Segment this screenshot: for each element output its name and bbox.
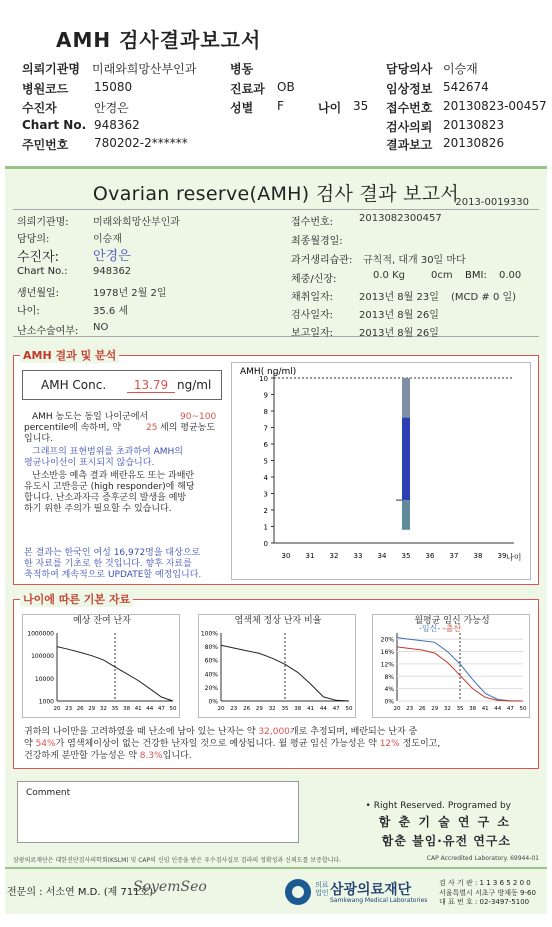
org-info-line: 검 사 기 관 : 1 1 3 6 5 2 0 0	[439, 879, 531, 887]
chart-title: 염색체 정상 난자 비율	[234, 616, 322, 626]
y-tick-label: 0	[263, 540, 268, 548]
y-tick-label: 100000	[31, 653, 54, 661]
x-tick-label: 41	[481, 706, 489, 712]
text: 평균나이선이 표시되지 않습니다.	[24, 458, 155, 468]
info-value: 2013년 8월 26일	[359, 328, 439, 339]
header-label: 접수번호	[386, 101, 433, 115]
header-row-1	[0, 60, 552, 78]
info-label: 나이:	[17, 306, 40, 317]
patient-name: 안경은	[93, 249, 131, 264]
info-label: 과거생리습관:	[291, 255, 353, 266]
amh-value-box	[22, 370, 222, 400]
age-summary-text	[24, 726, 532, 762]
header-value: 20130823	[443, 118, 505, 132]
patient-info	[13, 209, 539, 337]
y-tick-label: 1000	[38, 698, 54, 706]
info-value: 이승재	[93, 234, 122, 245]
x-tick-label: 31	[305, 552, 315, 560]
y-tick-label: 8%	[384, 673, 394, 681]
y-tick-label: 1	[263, 523, 268, 532]
x-axis-label: 나이	[506, 553, 522, 562]
info-label: 검사일자:	[291, 310, 334, 321]
x-tick-label: 30	[281, 552, 291, 560]
header-value: 35	[353, 99, 369, 113]
y-tick-label: 5	[263, 457, 268, 466]
chart-title: AMH( ng/ml)	[240, 367, 297, 377]
report-header	[0, 0, 552, 165]
mcd-value: (MCD # 0 일)	[451, 292, 517, 303]
info-value: 2013082300457	[359, 213, 442, 224]
info-label: 담당의:	[17, 234, 50, 245]
chart-title: 예상 잔여 난자	[73, 616, 131, 626]
section-title: AMH 결과 및 분석	[20, 347, 119, 363]
x-tick-label: 29	[255, 706, 263, 712]
text: AMH 농도는 동일 나이군에서	[32, 412, 149, 422]
header-label: 의뢰기관명	[22, 62, 80, 76]
text: 그래프의 표현범위를 초과하여 AMH의	[32, 447, 183, 457]
y-tick-label: 2	[263, 507, 268, 515]
header-value: 542674	[443, 80, 489, 94]
age-data-section	[13, 593, 539, 769]
org-name: 삼광의료재단	[330, 882, 412, 898]
amh-result-section	[13, 349, 539, 585]
header-value: 15080	[94, 80, 133, 94]
org-prefix-1: 의료	[315, 881, 329, 889]
header-value: 780202-2******	[94, 136, 188, 150]
x-tick-label: 20	[393, 706, 401, 712]
org-logo-icon	[285, 879, 311, 905]
info-value: 2013년 8월 26일	[359, 310, 439, 321]
legend-birth: -출산	[442, 624, 462, 633]
text: 건강하게 분만할 가능성은 약	[24, 751, 137, 761]
x-tick-label: 29	[431, 706, 439, 712]
header-value: 이승재	[443, 62, 478, 76]
y-tick-label: 12%	[380, 661, 394, 669]
header-label: 병동	[230, 62, 254, 76]
y-tick-label: 10000	[34, 675, 54, 683]
header-label: 결과보고	[386, 138, 433, 152]
sheet-number: 2013-0019330	[455, 197, 529, 208]
x-tick-label: 23	[406, 706, 414, 712]
x-tick-label: 23	[65, 706, 73, 712]
header-value: 20130823-00457	[443, 99, 547, 113]
x-tick-label: 47	[157, 706, 165, 712]
info-label: 최종월경일:	[291, 236, 343, 247]
header-value: 948362	[94, 118, 140, 132]
org-name-en: Samkwang Medical Laboratories	[330, 897, 428, 904]
percentile-range: 90~100	[180, 412, 217, 422]
doctor-name: 전문의 : 서소연 M.D. (제 711호)	[7, 887, 154, 898]
y-tick-label: 9	[263, 391, 268, 400]
y-tick-label: 60%	[204, 657, 218, 665]
y-tick-label: 7	[263, 424, 268, 433]
text: 입니다.	[24, 434, 53, 444]
signature: SoyemSeo	[133, 879, 207, 895]
header-label: Chart No.	[22, 118, 87, 132]
y-tick-label: 100%	[200, 630, 218, 638]
x-tick-label: 44	[494, 706, 502, 712]
x-tick-label: 39	[497, 552, 507, 560]
x-tick-label: 38	[294, 706, 302, 712]
org-info	[439, 879, 536, 908]
comment-label: Comment	[26, 788, 71, 798]
info-label: 수진자:	[17, 250, 60, 265]
org-info-line: 대 표 번 호 : 02-3497-5100	[439, 898, 530, 906]
text: 세의 평균농도	[160, 423, 216, 433]
x-tick-label: 26	[418, 706, 426, 712]
mean-age: 25	[146, 423, 158, 433]
x-tick-label: 26	[76, 706, 84, 712]
y-tick-label: 10	[259, 375, 268, 383]
info-label: Chart No.:	[17, 266, 68, 277]
text: 정도이고,	[402, 739, 441, 749]
x-tick-label: 35	[111, 706, 119, 712]
pregnancy-rate: 12%	[379, 739, 400, 749]
info-value: 규칙적, 대개 30일 마다	[363, 255, 466, 266]
header-label: 주민번호	[22, 138, 69, 152]
text: 합니다. 난소과자극 증후군의 발생을 예방	[24, 493, 187, 503]
text: 입니다.	[162, 751, 192, 761]
y-tick-label: 1000000	[27, 630, 54, 638]
height-value: 0cm	[431, 270, 453, 281]
legend-pregnancy: -임신-	[419, 624, 441, 633]
y-tick-label: 4	[263, 474, 268, 482]
header-value: OB	[277, 80, 295, 94]
header-label: 병원코드	[22, 82, 69, 96]
header-label: 임상정보	[386, 82, 433, 96]
text: 개로 추정되며, 배란되는 난자 중	[289, 727, 418, 737]
footer	[5, 867, 547, 914]
bmi-label: BMI:	[465, 270, 487, 281]
x-tick-label: 20	[53, 706, 61, 712]
x-tick-label: 50	[519, 706, 527, 712]
x-tick-label: 50	[169, 706, 177, 712]
x-tick-label: 47	[332, 706, 340, 712]
x-tick-label: 32	[99, 706, 107, 712]
info-value: 948362	[93, 266, 132, 277]
x-tick-label: 23	[230, 706, 238, 712]
amh-bar-upper	[402, 378, 410, 418]
org-prefix	[315, 881, 329, 897]
x-tick-label: 50	[345, 706, 353, 712]
y-tick-label: 4%	[384, 686, 394, 694]
weight-value: 0.0 Kg	[373, 270, 405, 281]
y-tick-label: 8	[263, 408, 268, 416]
info-label: 난소수술여부:	[17, 326, 79, 337]
rights-block	[366, 801, 511, 849]
x-tick-label: 35	[401, 552, 411, 560]
x-tick-label: 44	[146, 706, 154, 712]
x-tick-label: 20	[217, 706, 225, 712]
amh-bar-band	[402, 418, 410, 501]
amh-value: 13.79	[127, 378, 175, 393]
text: 축적하여 계속적으로 UPDATE할 예정입니다.	[24, 570, 202, 580]
info-value: 미래와희망산부인과	[93, 217, 180, 228]
header-value: F	[277, 99, 284, 113]
x-tick-label: 41	[134, 706, 142, 712]
y-tick-label: 20%	[204, 684, 218, 692]
x-tick-label: 41	[307, 706, 315, 712]
y-tick-label: 20%	[380, 636, 394, 644]
x-tick-label: 38	[123, 706, 131, 712]
amh-bar-lower	[402, 500, 410, 530]
header-row-2	[0, 80, 552, 98]
x-tick-label: 35	[456, 706, 464, 712]
text: 하기 위한 주의가 필요할 수 있습니다.	[24, 504, 172, 514]
header-row-4	[0, 118, 552, 136]
info-value: 2013년 8월 23일	[359, 292, 439, 303]
x-tick-label: 38	[469, 706, 477, 712]
y-tick-label: 16%	[380, 649, 394, 657]
x-tick-label: 32	[443, 706, 451, 712]
normal-rate: 54%	[35, 739, 56, 749]
rights-org-1: 함 춘 기 술 연 구 소	[378, 815, 511, 829]
info-value: NO	[93, 322, 109, 333]
bmi-value: 0.00	[499, 270, 522, 281]
header-label: 검사의뢰	[386, 120, 433, 134]
cap-text: CAP Accredited Laboratory. 69944-01	[426, 855, 539, 862]
section-title: 나이에 따른 기본 자료	[20, 591, 133, 607]
y-tick-label: 80%	[204, 644, 218, 652]
rights-org-2: 함춘 불임·유전 연구소	[381, 834, 511, 848]
info-label: 접수번호:	[291, 217, 334, 228]
org-info-line: 서울특별시 서초구 방재동 9-60	[439, 888, 536, 897]
text: 가 염색체이상이 없는 건강한 난자일 것으로 예상됩니다. 월 평균 임신 가능성은 약	[55, 739, 377, 749]
header-label: 진료과	[230, 82, 265, 96]
header-value: 안경은	[94, 101, 129, 115]
x-tick-label: 47	[506, 706, 514, 712]
y-tick-label: 40%	[204, 671, 218, 679]
info-value: 1978년 2월 2일	[93, 288, 167, 299]
text: 한 자료를 기초로 한 것입니다. 향후 자료를	[24, 559, 192, 569]
x-tick-label: 29	[88, 706, 96, 712]
amh-chart	[231, 362, 531, 580]
amh-chart-svg	[232, 363, 532, 581]
header-label: 성별	[230, 101, 254, 115]
org-prefix-2: 법인	[315, 889, 329, 897]
x-tick-label: 37	[449, 552, 459, 560]
text: 약	[24, 739, 33, 749]
remaining-eggs-chart	[22, 614, 180, 718]
header-label: 수진자	[22, 101, 57, 115]
x-tick-label: 35	[281, 706, 289, 712]
amh-label: AMH Conc.	[41, 378, 107, 392]
x-tick-label: 36	[425, 552, 435, 560]
info-value: 35.6 세	[93, 306, 129, 317]
text: 난소반응 예측 결과 배란유도 또는 과배란	[32, 471, 195, 481]
y-tick-label: 3	[263, 490, 268, 499]
cert-text: 삼광의료재단은 대한진단검사의학회(KSLM) 및 CAP의 신임 인증을 받은 우수검사실로 검라의 정확성과 신뢰도를 보증합니다.	[13, 857, 342, 864]
header-row-3	[0, 99, 552, 117]
x-tick-label: 33	[353, 552, 363, 560]
amh-unit: ng/ml	[177, 378, 212, 392]
x-tick-label: 44	[319, 706, 327, 712]
x-tick-label: 32	[329, 552, 339, 560]
text: 귀하의 나이만을 고려하였을 때 난소에 남아 있는 난자는 약	[24, 727, 256, 737]
y-tick-label: 6	[263, 441, 268, 449]
header-row-5	[0, 136, 552, 154]
egg-count: 32,000	[258, 727, 290, 737]
info-label: 생년월일:	[17, 288, 60, 299]
birth-rate: 8.3%	[139, 751, 163, 761]
header-value: 20130826	[443, 136, 505, 150]
info-label: 보고일자:	[291, 328, 334, 339]
y-tick-label: 0%	[384, 698, 394, 706]
normal-chromosome-svg	[199, 615, 357, 719]
document-title: AMH 검사결과보고서	[56, 28, 262, 52]
comment-box	[17, 781, 299, 843]
rights-text: • Right Reserved. Programed by	[365, 801, 511, 811]
info-label: 채취일자:	[291, 292, 334, 303]
sheet-title: Ovarian reserve(AMH) 검사 결과 보고서	[92, 183, 460, 205]
text: 본 결과는 한국인 여성 16,972명을 대상으로	[24, 548, 201, 558]
chart-legend	[419, 623, 461, 634]
x-tick-label: 32	[268, 706, 276, 712]
info-label: 체중/신장:	[291, 274, 337, 285]
header-label: 담당의사	[386, 62, 433, 76]
text: percentile에 속하며, 약	[24, 423, 122, 433]
x-tick-label: 34	[377, 552, 387, 560]
normal-chromosome-chart	[198, 614, 356, 718]
y-tick-label: 0%	[208, 698, 218, 706]
header-value: 미래와희망산부인과	[92, 62, 197, 76]
pregnancy-chance-chart	[372, 614, 530, 718]
info-label: 의뢰기관명:	[17, 217, 69, 228]
chart-title: 월평균 임신 가능성	[414, 616, 490, 626]
x-tick-label: 26	[243, 706, 251, 712]
x-tick-label: 38	[473, 552, 483, 560]
header-label: 나이	[318, 101, 342, 115]
report-sheet	[5, 166, 547, 914]
remaining-eggs-svg	[23, 615, 181, 719]
text: 유도시 고반응군 (high responder)에 해당	[24, 482, 195, 492]
